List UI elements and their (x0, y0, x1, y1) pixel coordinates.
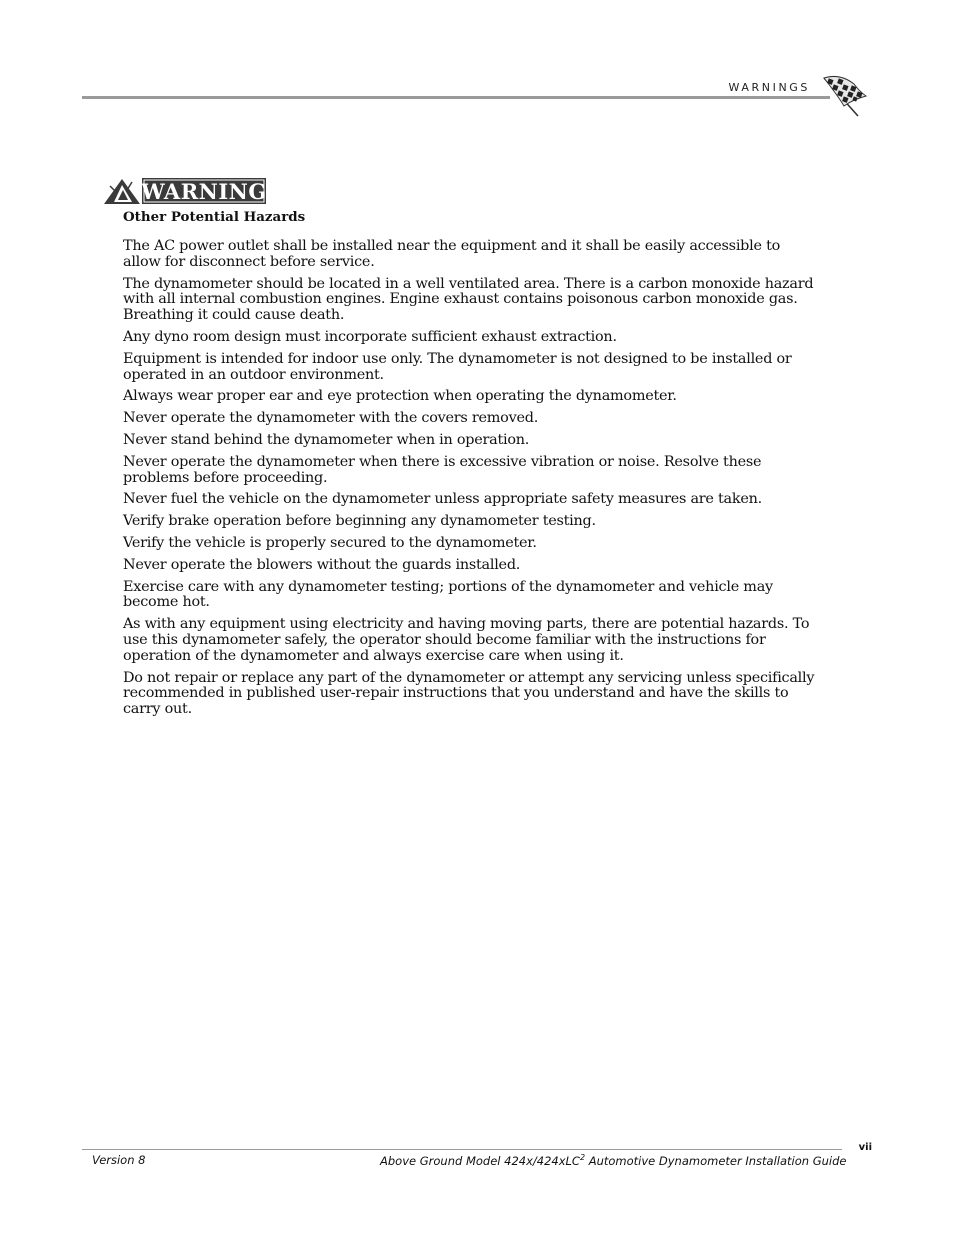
hazard-list (123, 239, 815, 724)
checkered-flag-icon (818, 74, 868, 118)
paragraph: As with any equipment using electricity and having moving parts, there are potential hazards. To use this dynamometer safely, the operator should become familiar with the instructions for operation of the dynamometer and always exercise care when using it. (123, 616, 810, 664)
document-title-main: Above Ground Model 424x/424xLC (380, 1153, 580, 1168)
section-label: WARNINGS (728, 81, 810, 94)
paragraph: Equipment is intended for indoor use only. The dynamometer is not designed to be installed or operated in an outdoor environment. (123, 350, 792, 383)
document-version: Version 8 (92, 1153, 146, 1167)
paragraph: Any dyno room design must incorporate sufficient exhaust extraction. (123, 328, 617, 345)
paragraph: The dynamometer should be located in a well ventilated area. There is a carbon monoxide hazard with all internal combustion engines. Engine exhaust contains poisonous carbon monoxide gas. Breathing it could cause death. (123, 275, 814, 324)
paragraph: Never operate the blowers without the guards installed. (123, 556, 521, 573)
paragraph: The AC power outlet shall be installed near the equipment and it shall be easily accessible to allow for disconnect before service. (123, 238, 781, 270)
paragraph: Verify brake operation before beginning any dynamometer testing. (123, 513, 596, 530)
document-title-superscript: 2 (579, 1153, 586, 1162)
page-number: vii (858, 1142, 872, 1153)
paragraph: Do not repair or replace any part of the dynamometer or attempt any servicing unless specifically recommended in published user-repair instructions that you understand and have the skills to carry out. (123, 669, 815, 718)
paragraph: Verify the vehicle is properly secured to the dynamometer. (123, 534, 537, 551)
section-title: Other Potential Hazards (123, 209, 306, 225)
document-title (380, 1153, 847, 1168)
footer-rule (82, 1149, 842, 1150)
warning-label: WARNING (141, 179, 267, 204)
paragraph: Exercise care with any dynamometer testing; portions of the dynamometer and vehicle may become hot. (123, 578, 773, 611)
paragraph: Never operate the dynamometer when there is excessive vibration or noise. Resolve these problems before proceeding. (123, 453, 762, 486)
document-title-rest: Automotive Dynamometer Installation Guide (585, 1153, 847, 1168)
paragraph: Never operate the dynamometer with the covers removed. (123, 410, 539, 427)
paragraph: Always wear proper ear and eye protection when operating the dynamometer. (123, 388, 677, 405)
header-rule (82, 96, 830, 99)
paragraph: Never stand behind the dynamometer when in operation. (123, 431, 530, 448)
warning-badge (102, 176, 268, 206)
paragraph: Never fuel the vehicle on the dynamometer unless appropriate safety measures are taken. (123, 491, 762, 508)
hazard-burst-icon (104, 179, 140, 204)
